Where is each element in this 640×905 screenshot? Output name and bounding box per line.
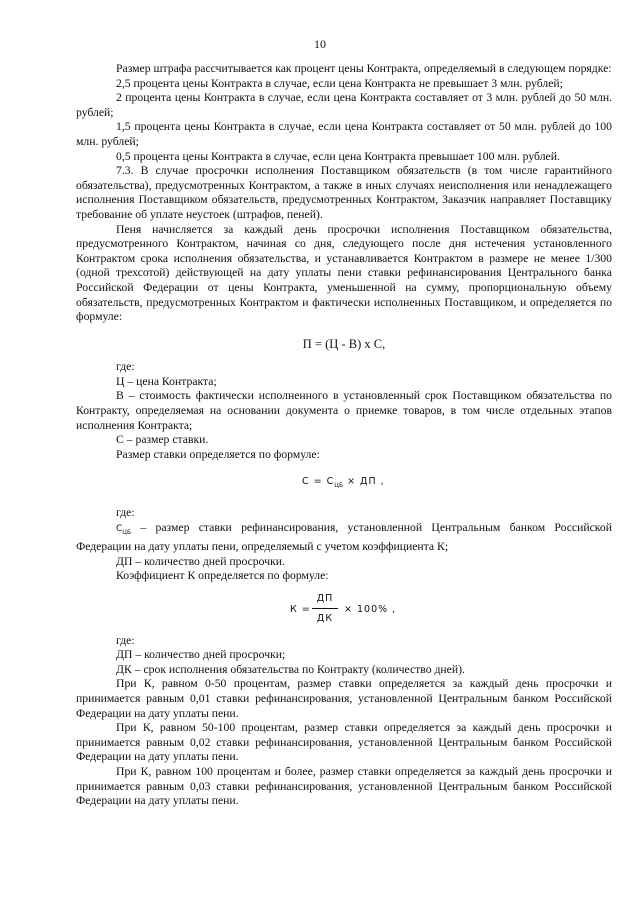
document-body bbox=[76, 62, 612, 809]
paragraph-fine-intro: Размер штрафа рассчитывается как процент цены Контракта, определяемый в следующем порядке: bbox=[116, 62, 612, 75]
formula-k-denominator: ДК bbox=[316, 613, 334, 625]
definition-s: С – размер ставки. bbox=[116, 433, 209, 447]
definition-c: Ц – цена Контракта; bbox=[116, 374, 217, 388]
symbol-scb-subscript: ЦБ bbox=[122, 528, 132, 536]
definition-dp: ДП – количество дней просрочки. bbox=[116, 554, 285, 568]
formula-k-numerator: ДП bbox=[312, 592, 338, 610]
paragraph-fine-0-5: 0,5 процента цены Контракта в случае, если цена Контракта превышает 100 млн. рублей. bbox=[116, 149, 560, 163]
formula-rate-subscript: ЦБ bbox=[334, 482, 344, 490]
formula-rate-lhs: С = С bbox=[302, 476, 335, 488]
where-label: где: bbox=[116, 633, 135, 647]
formula-k-lhs: К = bbox=[290, 603, 311, 615]
definition-dp-2: ДП – количество дней просрочки; bbox=[116, 648, 286, 662]
symbol-scb-base: С bbox=[116, 523, 123, 534]
paragraph-fine-2-5: 2,5 процента цены Контракта в случае, если цена Контракта не превышает 3 млн. рублей; bbox=[116, 76, 563, 90]
paragraph-k-0-50: При К, равном 0-50 процентам, размер ставки определяется за каждый день просрочки и принимается равным 0,01 ставки рефинансирования, установленной Центральным банком Российской Федерации на дату уплаты пени. bbox=[76, 677, 612, 720]
paragraph-penalty: Пеня начисляется за каждый день просрочки исполнения Поставщиком обязательства, предусмотренного Контрактом, начиная со дня, следующего после дня истечения установленного Контрактом срока исполнения обязательства, и устанавливается Контрактом в размере не менее 1/300 (одной трехсотой) действующей на дату уплаты пени ставки рефинансирования Центрального банка Российской Федерации от цены Контракта, уменьшенной на сумму, пропорциональную объему обязательств, предусмотренных Контрактом и фактически исполненных Поставщиком, и определяется по формуле: bbox=[76, 222, 612, 324]
paragraph-k-50-100: При К, равном 50-100 процентам, размер ставки определяется за каждый день просрочки и принимается равным 0,02 ставки рефинансирования, установленной Центральным банком Российской Федерации на дату уплаты пени. bbox=[76, 721, 612, 764]
definition-scb bbox=[76, 521, 612, 555]
paragraph-k-100-plus: При К, равном 100 процентам и более, размер ставки определяется за каждый день просрочки и принимается равным 0,03 ставки рефинансирования, установленной Центральным банком Российской Федерации на дату уплаты пени. bbox=[76, 765, 612, 808]
paragraph-fine-2: 2 процента цены Контракта в случае, если цена Контракта составляет от 3 млн. рублей до 50 млн. рублей; bbox=[76, 91, 612, 119]
k-formula-intro: Коэффициент К определяется по формуле: bbox=[116, 569, 329, 583]
where-label: где: bbox=[116, 505, 135, 519]
definition-scb-text: – размер ставки рефинансирования, установленной Центральным банком Российской Федерации на дату уплаты пени, определяемый с учетом коэффициента К; bbox=[76, 520, 612, 553]
where-label: где: bbox=[116, 360, 135, 374]
definition-v: В – стоимость фактически исполненного в установленный срок Поставщиком обязательства по Контракту, определяемая на основании документа о приемке товаров, в том числе отдельных этапов исполнения Контракта; bbox=[76, 389, 612, 432]
formula-k-rhs: × 100% , bbox=[344, 603, 397, 615]
formula-k bbox=[76, 592, 612, 628]
symbol-scb bbox=[116, 524, 131, 534]
paragraph-clause-7-3: 7.3. В случае просрочки исполнения Поставщиком обязательств (в том числе гарантийного обязательства), предусмотренных Контрактом, а также в иных случаях неисполнения или ненадлежащего исполнения Поставщиком обязательств, предусмотренных Контрактом, Заказчик направляет Поставщику требование об уплате неустоек (штрафов, пеней). bbox=[76, 164, 612, 221]
definition-dk: ДК – срок исполнения обязательства по Контракту (количество дней). bbox=[116, 662, 465, 676]
formula-k-fraction bbox=[312, 592, 338, 627]
rate-formula-intro: Размер ставки определяется по формуле: bbox=[116, 447, 320, 461]
formula-rate-rhs: × ДП , bbox=[343, 476, 385, 488]
formula-penalty: П = (Ц - В) х С, bbox=[302, 336, 386, 351]
formula-rate bbox=[76, 475, 612, 493]
page-number: 10 bbox=[314, 37, 326, 51]
paragraph-fine-1-5: 1,5 процента цены Контракта в случае, если цена Контракта составляет от 50 млн. рублей до 100 млн. рублей; bbox=[76, 120, 612, 148]
